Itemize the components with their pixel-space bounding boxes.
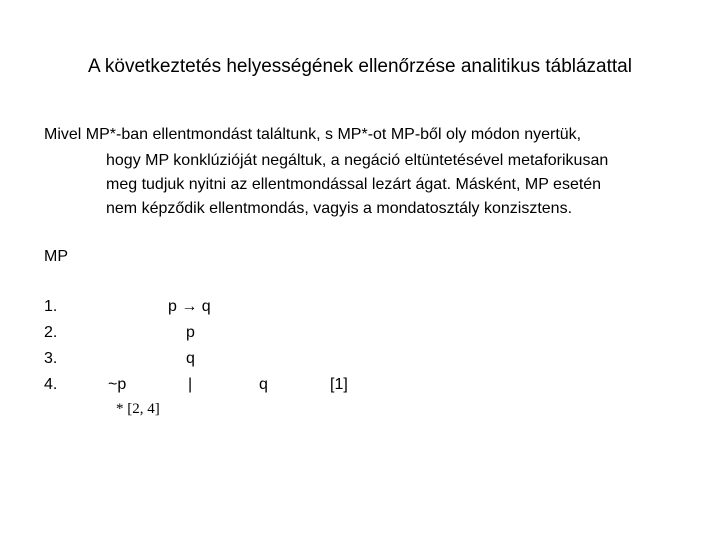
formula-p: p — [186, 324, 195, 341]
paragraph-line: meg tudjuk nyitni az ellentmondással lezárt ágat. Másként, MP esetén — [106, 176, 602, 193]
branch-right-q: q — [259, 376, 268, 393]
row-number: 1. — [44, 298, 58, 315]
closure-note: * [2, 4] — [116, 401, 160, 417]
formula-q: q — [186, 350, 195, 367]
row-number: 3. — [44, 350, 58, 367]
branch-right-reference: [1] — [330, 376, 348, 393]
paragraph-line: hogy MP konklúzióját negáltuk, a negáció eltüntetésével metaforikusan — [106, 152, 609, 169]
branch-divider: | — [188, 376, 193, 393]
paragraph-line: nem képződik ellentmondás, vagyis a mondatosztály konzisztens. — [106, 200, 573, 217]
formula-implication: p → q — [168, 298, 211, 315]
tableau-label: MP — [44, 248, 68, 265]
branch-left-not-p: ~p — [108, 376, 127, 393]
row-number: 4. — [44, 376, 58, 393]
paragraph-line: Mivel MP*-ban ellentmondást találtunk, s MP*-ot MP-ből oly módon nyertük, — [44, 126, 582, 143]
row-number: 2. — [44, 324, 58, 341]
page-title: A következtetés helyességének ellenőrzése analitikus táblázattal — [88, 56, 632, 77]
